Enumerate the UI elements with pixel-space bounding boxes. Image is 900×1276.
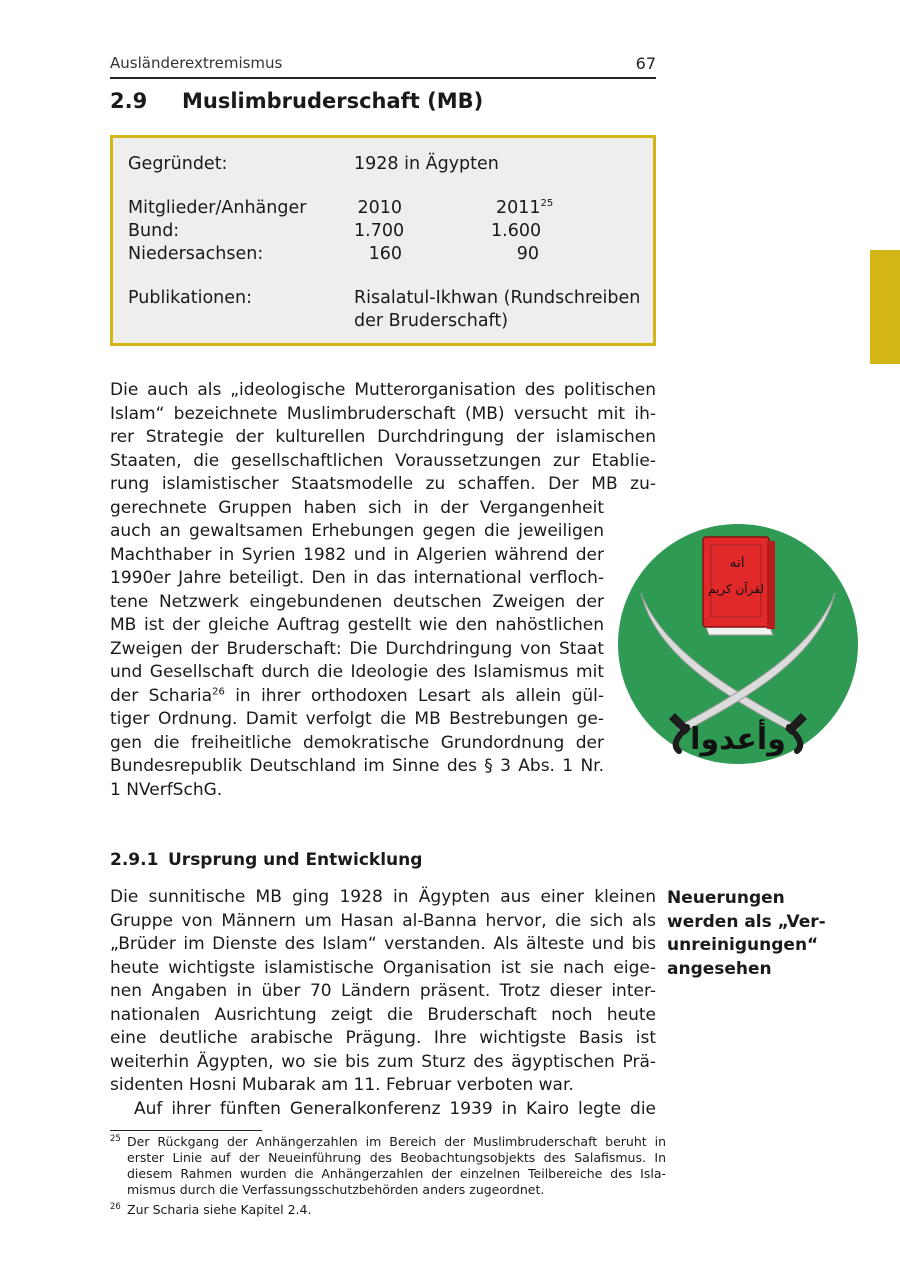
paragraph-line: rer Strategie der kulturellen Durchdringung der islamischen: [110, 427, 656, 447]
founded-label: Gegründet:: [128, 154, 228, 174]
section-title: [110, 89, 483, 113]
paragraph-line: rung islamistischer Staatsmodelle zu schaffen. Der MB zu-: [110, 474, 656, 494]
niedersachsen-2011: 90: [516, 244, 539, 264]
margin-note-line: Neuerungen: [667, 888, 785, 908]
footnote-ref-25: 25: [540, 198, 554, 210]
footnote-rule: [110, 1130, 262, 1131]
year-2011-header: [496, 197, 553, 220]
paragraph-line: nationalen Ausrichtung zeigt die Bruderschaft noch heute: [110, 1004, 656, 1025]
chapter-tab-marker: [870, 250, 900, 364]
section-number: 2.9: [110, 89, 148, 113]
paragraph-line: „Brüder im Dienste des Islam“ verstanden. Als älteste und bis: [110, 934, 656, 954]
year-2011-text: 2011: [496, 198, 541, 218]
footnote-line: Zur Scharia siehe Kapitel 2.4.: [127, 1202, 312, 1217]
paragraph-line: Zweigen der Bruderschaft: Die Durchdringung von Staat: [110, 638, 604, 659]
paragraph-line: weiterhin Ägypten, wo sie bis zum Sturz des ägyptischen Prä-: [110, 1051, 656, 1072]
paragraph-line: tiger Ordnung. Damit verfolgt die MB Bestrebungen ge-: [110, 709, 604, 729]
niedersachsen-label: Niedersachsen:: [128, 244, 264, 264]
subsection-title: [110, 850, 422, 870]
paragraph-line: heute wichtigste islamistische Organisation ist sie nach eige-: [110, 957, 656, 978]
margin-note: [667, 887, 837, 981]
publications-line-2: der Bruderschaft): [354, 311, 509, 331]
founded-value: 1928 in Ägypten: [354, 154, 499, 174]
paragraph-line: Machthaber in Syrien 1982 und in Algerien während der: [110, 544, 604, 565]
members-label: Mitglieder/Anhänger: [128, 198, 307, 218]
paragraph-line: gerechnete Gruppen haben sich in der Vergangenheit: [110, 497, 604, 518]
footnote-mark: 26: [110, 1202, 121, 1212]
paragraph-line: 1 NVerfSchG.: [110, 779, 223, 800]
paragraph-line: Die auch als „ideologische Mutterorganisation des politischen: [110, 380, 656, 400]
info-box: [110, 135, 656, 346]
publications-label: Publikationen:: [128, 288, 252, 308]
scharia-after: in ihrer orthodoxen Lesart als allein gül-: [224, 685, 604, 706]
header-rule: [110, 77, 656, 79]
paragraph-line: eine deutliche arabische Prägung. Ihre wichtigste Basis ist: [110, 1028, 656, 1048]
niedersachsen-2010: 160: [368, 244, 402, 264]
paragraph-line: Die sunnitische MB ging 1928 in Ägypten aus einer kleinen: [110, 887, 656, 907]
margin-note-line: angesehen: [667, 958, 772, 979]
publications-line-1: Risalatul-Ikhwan (Rundschreiben: [354, 288, 641, 308]
footnote-ref-26: 26: [212, 685, 225, 697]
paragraph-line: 1990er Jahre beteiligt. Den in das international verfloch-: [110, 568, 604, 588]
bund-2010: 1.700: [354, 221, 405, 241]
section-title-text: Muslimbruderschaft (MB): [182, 89, 484, 113]
quran-book-icon: [703, 537, 775, 635]
book-inscription-2: لقرآن كريم: [708, 582, 764, 596]
paragraph-line: tene Netzwerk eingebundenen deutschen Zweigen der: [110, 591, 604, 612]
muslim-brotherhood-emblem: [617, 523, 859, 765]
paragraph-line: sidenten Hosni Mubarak am 11. Februar verboten war.: [110, 1075, 574, 1095]
paragraph-line: MB ist der gleiche Auftrag gestellt wie den nahöstlichen: [110, 615, 604, 635]
paragraph-line-scharia: [110, 685, 604, 709]
paragraph-line: Staaten, die gesellschaftlichen Voraussetzungen zur Etablie-: [110, 450, 656, 471]
margin-note-line: werden als „Ver-: [667, 911, 826, 932]
paragraph-line: Gruppe von Männern um Hasan al-Banna hervor, die sich als: [110, 910, 656, 931]
footnote-line: diesem Rahmen wurden die Anhängerzahlen der einzelnen Teilbereiche des Isla-: [127, 1166, 666, 1181]
footnote-line: Der Rückgang der Anhängerzahlen im Bereich der Muslimbruderschaft beruht in: [127, 1134, 666, 1149]
year-2010-header: 2010: [357, 198, 402, 218]
footnote-text: [127, 1134, 666, 1198]
footnote-line: mismus durch die Verfassungsschutzbehörden anders zugeordnet.: [127, 1182, 545, 1197]
paragraph-line: und Gesellschaft durch die Ideologie des Islamismus mit: [110, 662, 604, 682]
paragraph-line: Islam“ bezeichnete Muslimbruderschaft (MB) versucht mit ih-: [110, 403, 656, 424]
footnote-mark: 25: [110, 1134, 121, 1144]
scharia-before: der Scharia: [110, 685, 213, 706]
paragraph-line: gen die freiheitliche demokratische Grundordnung der: [110, 732, 604, 753]
emblem-motto: وأعدوا: [690, 722, 786, 757]
book-inscription-1: انه: [729, 555, 745, 571]
paragraph-line: nen Angaben in über 70 Ländern präsent. Trotz dieser inter-: [110, 981, 656, 1001]
subsection-title-text: Ursprung und Entwicklung: [168, 850, 423, 870]
margin-note-line: unreinigungen“: [667, 935, 819, 955]
page-number: 67: [635, 54, 656, 73]
paragraph-line: Auf ihrer fünften Generalkonferenz 1939 in Kairo legte die: [134, 1098, 656, 1119]
paragraph-line: Bundesrepublik Deutschland im Sinne des § 3 Abs. 1 Nr.: [110, 756, 604, 776]
footnote-text: [127, 1202, 666, 1218]
footnote-line: erster Linie auf der Neueinführung des Beobachtungsobjekts des Salafismus. In: [127, 1150, 666, 1165]
running-head: Ausländerextremismus: [110, 54, 283, 72]
bund-label: Bund:: [128, 221, 180, 241]
subsection-number: 2.9.1: [110, 850, 159, 870]
paragraph-line: auch an gewaltsamen Erhebungen gegen die jeweiligen: [110, 521, 604, 541]
bund-2011: 1.600: [491, 221, 542, 241]
